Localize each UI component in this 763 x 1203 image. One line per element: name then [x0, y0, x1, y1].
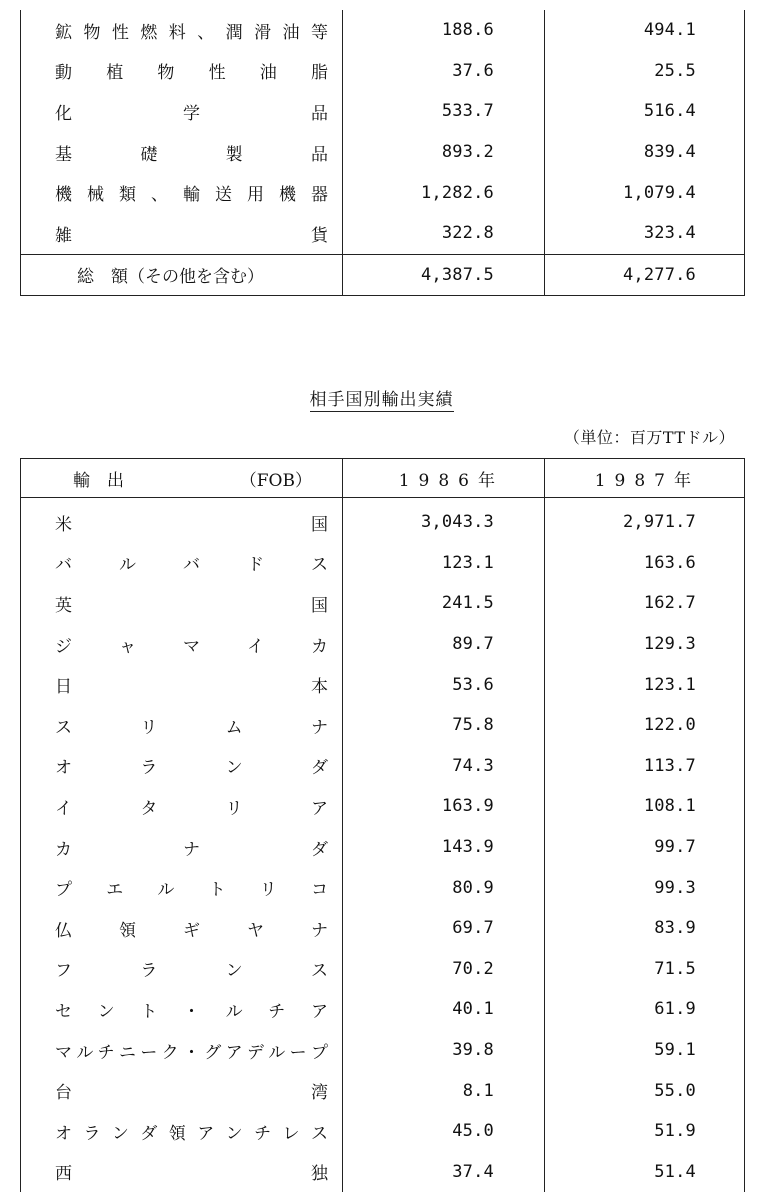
value-1986: 69.7	[343, 908, 545, 949]
row-label	[21, 1111, 343, 1152]
commodity-export-table	[20, 10, 745, 296]
table-row	[21, 949, 745, 990]
row-label-text: バ ル バ ド ス	[55, 555, 328, 576]
row-label-text: プ エ ル ト リ コ	[55, 880, 328, 901]
row-label	[21, 583, 343, 624]
table-row	[21, 172, 745, 213]
value-1987: 25.5	[545, 51, 745, 92]
row-label	[21, 705, 343, 746]
row-label-text: セ ン ト ・ ル チ ア	[55, 1001, 328, 1022]
header-1986: 1986年	[343, 459, 545, 498]
total-row	[21, 254, 745, 295]
value-1987: 51.9	[545, 1111, 745, 1152]
table-row	[21, 213, 745, 254]
table-header-row	[21, 459, 745, 498]
value-1986: 70.2	[343, 949, 545, 990]
value-1986: 322.8	[343, 213, 545, 254]
value-1987: 839.4	[545, 132, 745, 173]
row-label	[21, 949, 343, 990]
row-label-text: 西 独	[55, 1164, 328, 1185]
row-label-text: 日 本	[55, 677, 328, 698]
value-1987: 71.5	[545, 949, 745, 990]
value-1987: 61.9	[545, 989, 745, 1030]
table-row	[21, 583, 745, 624]
value-1986: 3,043.3	[343, 498, 545, 543]
export-by-country-title	[0, 385, 763, 410]
table-row	[21, 1111, 745, 1152]
row-label	[21, 664, 343, 705]
value-1987: 162.7	[545, 583, 745, 624]
row-label-text: 基 礎 製 品	[55, 144, 328, 165]
value-1987: 83.9	[545, 908, 745, 949]
value-1986: 39.8	[343, 1030, 545, 1071]
header-export-label: 輸 出	[73, 470, 124, 491]
value-1987: 123.1	[545, 664, 745, 705]
header-1987: 1987年	[545, 459, 745, 498]
unit-note: （単位：百万TTドル）	[563, 428, 735, 447]
value-1987: 108.1	[545, 786, 745, 827]
row-label	[21, 867, 343, 908]
table-row	[21, 746, 745, 787]
row-label	[21, 132, 343, 173]
row-label	[21, 51, 343, 92]
row-label-text: フ ラ ン ス	[55, 961, 328, 982]
value-1987: 99.7	[545, 827, 745, 868]
table-row	[21, 989, 745, 1030]
value-1986: 45.0	[343, 1111, 545, 1152]
table-row	[21, 10, 745, 51]
header-fob-label: （FOB）	[239, 470, 312, 491]
row-label-text: マ ル チ ニ ー ク ・ グ ア デ ル ー プ	[55, 1042, 328, 1063]
row-label-text: 仏 領 ギ ヤ ナ	[55, 920, 328, 941]
table-row	[21, 1070, 745, 1111]
value-1986: 8.1	[343, 1070, 545, 1111]
row-label-text: 雑 貨	[55, 225, 328, 246]
row-label-text: 英 国	[55, 595, 328, 616]
row-label	[21, 10, 343, 51]
value-1986: 40.1	[343, 989, 545, 1030]
table-row	[21, 51, 745, 92]
value-1986: 37.4	[343, 1152, 545, 1193]
value-1986: 533.7	[343, 91, 545, 132]
table-row	[21, 132, 745, 173]
value-1987: 122.0	[545, 705, 745, 746]
row-label-text: 動 植 物 性 油 脂	[55, 63, 328, 84]
table-row	[21, 867, 745, 908]
value-1986: 893.2	[343, 132, 545, 173]
export-by-country-title-text: 相手国別輸出実績	[309, 390, 454, 410]
row-label	[21, 624, 343, 665]
table-row	[21, 543, 745, 584]
value-1986: 143.9	[343, 827, 545, 868]
row-label-text: オ ラ ン ダ 領 ア ン チ レ ス	[55, 1123, 328, 1144]
value-1986: 74.3	[343, 746, 545, 787]
table-row	[21, 91, 745, 132]
value-1987: 323.4	[545, 213, 745, 254]
row-label-text: 機 械 類 、 輸 送 用 機 器	[55, 185, 328, 206]
table-row	[21, 664, 745, 705]
value-1987: 99.3	[545, 867, 745, 908]
value-1986: 241.5	[343, 583, 545, 624]
table-row	[21, 908, 745, 949]
row-label	[21, 213, 343, 254]
value-1986: 123.1	[343, 543, 545, 584]
row-label-text: ス リ ム ナ	[55, 717, 328, 738]
table-row	[21, 705, 745, 746]
row-label	[21, 498, 343, 543]
table-row	[21, 498, 745, 543]
value-1987: 59.1	[545, 1030, 745, 1071]
row-label	[21, 1152, 343, 1193]
value-1987: 1,079.4	[545, 172, 745, 213]
value-1987: 113.7	[545, 746, 745, 787]
row-label	[21, 1030, 343, 1071]
header-export-fob	[21, 459, 343, 498]
value-1986: 37.6	[343, 51, 545, 92]
value-1986: 53.6	[343, 664, 545, 705]
row-label-text: イ タ リ ア	[55, 798, 328, 819]
value-1987: 163.6	[545, 543, 745, 584]
table-row	[21, 1030, 745, 1071]
row-label	[21, 91, 343, 132]
value-1987: 55.0	[545, 1070, 745, 1111]
value-1987: 494.1	[545, 10, 745, 51]
value-1986: 89.7	[343, 624, 545, 665]
row-label-text: 台 湾	[55, 1083, 328, 1104]
row-label	[21, 989, 343, 1030]
total-label: 総 額（その他を含む）	[21, 254, 343, 295]
row-label-text: 鉱 物 性 燃 料 、 潤 滑 油 等	[55, 22, 328, 43]
row-label-text: カ ナ ダ	[55, 839, 328, 860]
row-label	[21, 827, 343, 868]
value-1987: 2,971.7	[545, 498, 745, 543]
row-label-text: 米 国	[55, 514, 328, 535]
value-1986: 80.9	[343, 867, 545, 908]
value-1987: 516.4	[545, 91, 745, 132]
table-row	[21, 624, 745, 665]
table-row	[21, 1152, 745, 1193]
value-1986: 1,282.6	[343, 172, 545, 213]
row-label	[21, 1070, 343, 1111]
row-label-text: ジ ャ マ イ カ	[55, 636, 328, 657]
value-1987: 51.4	[545, 1152, 745, 1193]
row-label	[21, 786, 343, 827]
value-1987: 129.3	[545, 624, 745, 665]
row-label	[21, 746, 343, 787]
value-1986: 163.9	[343, 786, 545, 827]
row-label	[21, 543, 343, 584]
export-by-country-table	[20, 458, 745, 1192]
row-label-text: 化 学 品	[55, 103, 328, 124]
total-1987: 4,277.6	[545, 254, 745, 295]
value-1986: 188.6	[343, 10, 545, 51]
row-label	[21, 172, 343, 213]
row-label	[21, 908, 343, 949]
table-row	[21, 786, 745, 827]
total-1986: 4,387.5	[343, 254, 545, 295]
value-1986: 75.8	[343, 705, 545, 746]
table-row	[21, 827, 745, 868]
row-label-text: オ ラ ン ダ	[55, 758, 328, 779]
